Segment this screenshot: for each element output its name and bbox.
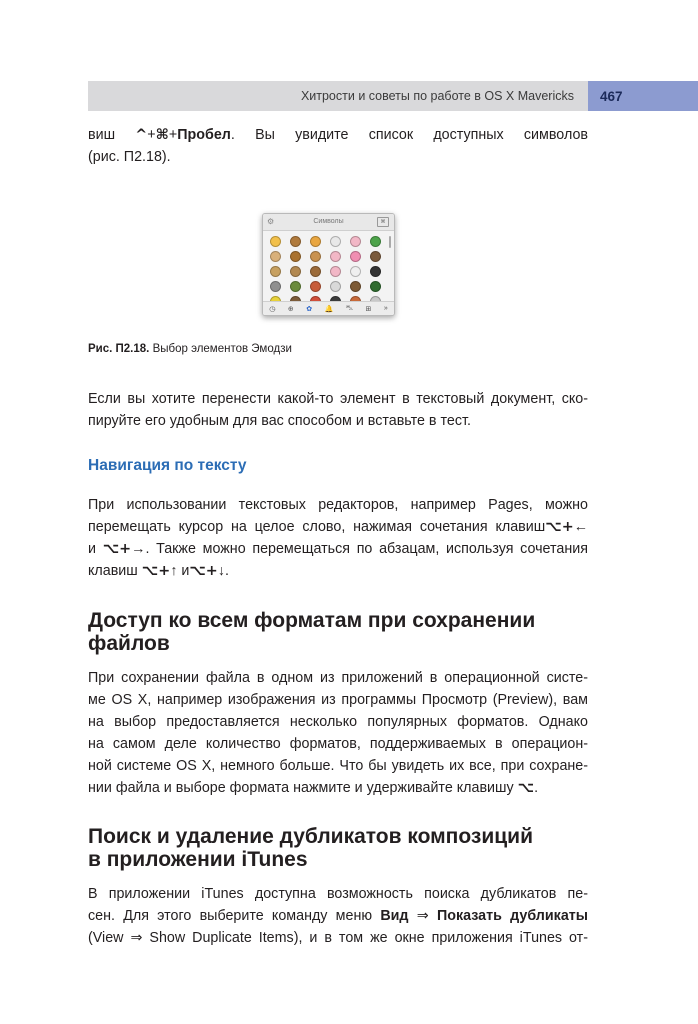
running-title: Хитрости и советы по работе в OS X Mavericks: [300, 89, 574, 103]
emoji-icon: [350, 281, 361, 292]
emoji-icon: [310, 251, 321, 262]
gear-icon[interactable]: ⚙: [267, 217, 275, 226]
emoji-icon: [290, 251, 301, 262]
command-key: ⌘: [155, 127, 169, 143]
option-key: ⌥+: [102, 541, 132, 557]
emoji-icon: [370, 236, 381, 247]
emoji-item[interactable]: [366, 264, 384, 279]
control-key: ^: [135, 127, 148, 143]
emoji-icon: [290, 236, 301, 247]
emoji-icon: [270, 281, 281, 292]
running-header: [88, 81, 588, 111]
figure-label: Рис. П2.18.: [88, 343, 150, 355]
arrow-up-icon: ↑: [170, 563, 178, 579]
emoji-item[interactable]: [286, 279, 304, 294]
emoji-item[interactable]: [286, 249, 304, 264]
category-tab[interactable]: ⊞: [365, 305, 372, 313]
category-tab[interactable]: »: [383, 305, 388, 312]
scrollbar[interactable]: [389, 236, 391, 248]
arrow-down-icon: ↓: [217, 563, 225, 579]
emoji-item[interactable]: [266, 234, 284, 249]
emoji-icon: [310, 236, 321, 247]
emoji-icon: [370, 266, 381, 277]
intro-paragraph: [88, 124, 588, 168]
menu-show-duplicates: Показать дубликаты: [436, 908, 588, 924]
option-key: ⌥+: [545, 519, 574, 535]
option-key: ⌥+: [189, 563, 218, 579]
window-toggle-icon[interactable]: ⌘: [377, 217, 389, 227]
emoji-icon: [310, 281, 321, 292]
figure-text: Выбор элементов Эмодзи: [149, 343, 292, 355]
emoji-item[interactable]: [306, 264, 324, 279]
emoji-item[interactable]: [326, 279, 344, 294]
section-heading-formats: Доступ ко всем форматам при сохранении файлов: [88, 609, 536, 655]
emoji-icon: [310, 266, 321, 277]
itunes-paragraph: В приложении iTunes доступна возможность поиска дубликатов пе- сен. Для этого выберите команду меню Вид ⇒ Показать дубликаты (View ⇒ Show Duplicate Items), и в том же окне приложения iTunes от-: [88, 886, 588, 946]
emoji-item[interactable]: [286, 264, 304, 279]
figure-caption: [88, 343, 292, 355]
emoji-item[interactable]: [286, 234, 304, 249]
emoji-icon: [290, 281, 301, 292]
category-tab[interactable]: ◷: [269, 305, 276, 313]
option-key: ⌥: [517, 780, 535, 796]
emoji-item[interactable]: [306, 279, 324, 294]
intro-line-1: виш ^+⌘+Пробел. Вы увидите список доступных символов: [88, 127, 588, 143]
subheading-navigation: Навигация по тексту: [88, 457, 247, 474]
emoji-item[interactable]: [346, 279, 364, 294]
section-heading-itunes: Поиск и удаление дубликатов композиций в приложении iTunes: [88, 825, 533, 871]
emoji-icon: [290, 266, 301, 277]
emoji-icon: [330, 236, 341, 247]
intro-line-2: (рис. П2.18).: [88, 149, 171, 165]
emoji-icon: [270, 251, 281, 262]
emoji-grid: [266, 234, 384, 309]
emoji-item[interactable]: [346, 249, 364, 264]
emoji-icon: [330, 266, 341, 277]
emoji-icon: [370, 281, 381, 292]
emoji-item[interactable]: [306, 249, 324, 264]
emoji-item[interactable]: [326, 264, 344, 279]
category-tab[interactable]: 🔔: [324, 305, 334, 313]
window-title: Символы: [263, 214, 394, 231]
emoji-item[interactable]: [346, 234, 364, 249]
category-tab[interactable]: ✿: [306, 305, 313, 313]
emoji-icon: [370, 251, 381, 262]
formats-paragraph: При сохранении файла в одном из приложений в операционной систе- ме OS X, например изображения из программы Просмотр (Preview), вам на выбор предоставляется несколько популярных форматов. Однако на самом деле количество форматов, поддерживаемых в операцион- ной системе OS X, немного больше. Что бы увидеть их все, при сохране- нии файла и выборе формата нажмите и удерживайте клавишу ⌥.: [88, 670, 588, 796]
emoji-item[interactable]: [326, 234, 344, 249]
emoji-item[interactable]: [266, 279, 284, 294]
emoji-item[interactable]: [346, 264, 364, 279]
emoji-icon: [270, 236, 281, 247]
emoji-icon: [350, 266, 361, 277]
emoji-item[interactable]: [326, 249, 344, 264]
page-number: 467: [588, 81, 698, 111]
space-key: Пробел: [177, 127, 231, 143]
emoji-icon: [270, 266, 281, 277]
emoji-item[interactable]: [366, 234, 384, 249]
arrow-left-icon: ←: [573, 519, 588, 535]
emoji-item[interactable]: [366, 279, 384, 294]
emoji-item[interactable]: [306, 234, 324, 249]
option-key: ⌥+: [141, 563, 171, 579]
category-tab[interactable]: ⊕: [287, 305, 294, 313]
emoji-item[interactable]: [366, 249, 384, 264]
emoji-symbols-window: [262, 213, 395, 316]
category-bar: [263, 301, 394, 315]
emoji-icon: [330, 281, 341, 292]
category-tab[interactable]: ⛍: [345, 305, 353, 312]
emoji-icon: [330, 251, 341, 262]
arrow-right-icon: →: [131, 541, 146, 557]
emoji-icon: [350, 251, 361, 262]
emoji-icon: [350, 236, 361, 247]
emoji-item[interactable]: [266, 264, 284, 279]
menu-view: Вид: [380, 908, 409, 924]
navigation-paragraph: При использовании текстовых редакторов, например Pages, можно перемещать курсор на целое слово, нажимая сочетания клавиш⌥+← и ⌥+→. Также можно перемещаться по абзацам, используя сочетания клавиш ⌥+↑ и⌥+↓.: [88, 497, 588, 579]
emoji-item[interactable]: [266, 249, 284, 264]
copy-paragraph: Если вы хотите перенести какой-то элемент в текстовый документ, ско- пируйте его удобным для вас способом и вставьте в тест.: [88, 391, 588, 429]
